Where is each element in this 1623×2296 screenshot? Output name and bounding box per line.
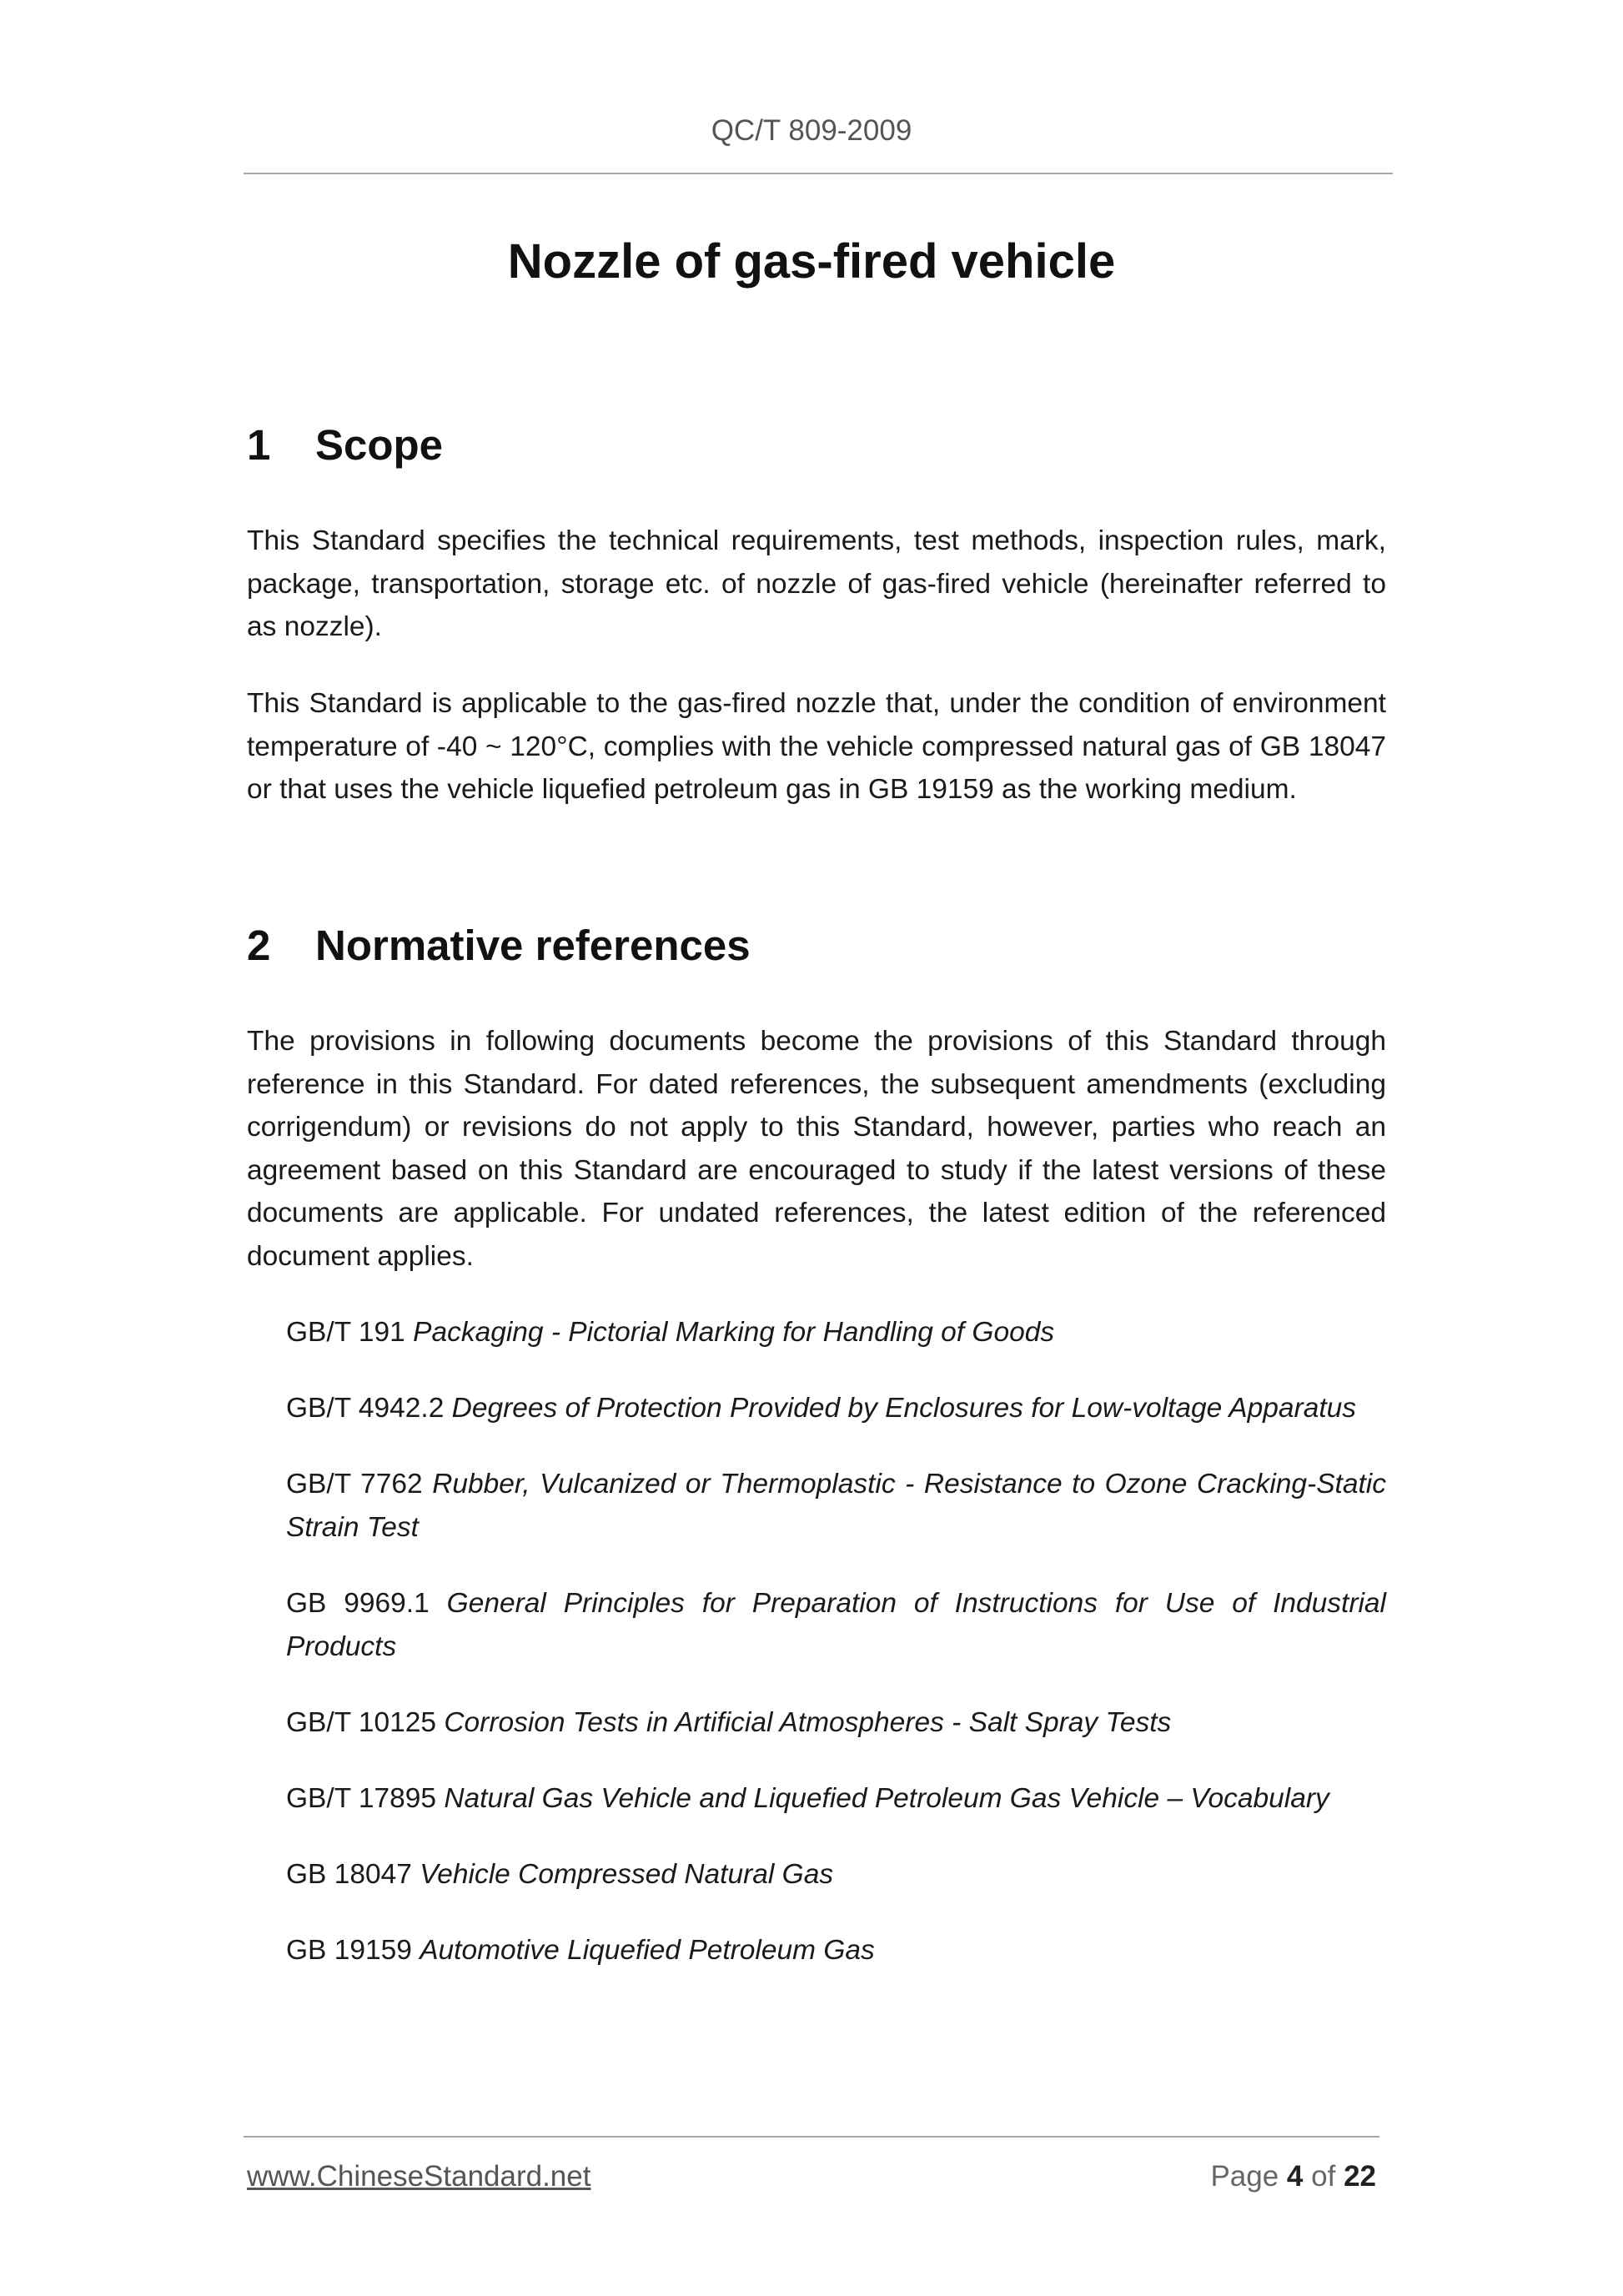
website-link[interactable]: www.ChineseStandard.net [247,2160,591,2193]
scope-paragraph-1: This Standard specifies the technical requirements, test methods, inspection rules, mark, package, transportation, storage etc. of nozzle of gas-fired vehicle (hereinafter referred to as nozzle). [247,525,1386,642]
section-2-title: Normative references [315,922,751,969]
section-1-heading [247,420,443,470]
page-current: 4 [1286,2160,1304,2193]
header-divider [244,173,1393,174]
reference-item [286,1929,1386,1972]
page-total: 22 [1344,2160,1376,2193]
page-indicator [1210,2160,1376,2193]
reference-code: GB/T 191 [286,1317,405,1348]
reference-title: Natural Gas Vehicle and Liquefied Petroleum Gas Vehicle – Vocabulary [444,1783,1329,1814]
section-1-number: 1 [247,421,271,469]
section-1-title: Scope [315,421,444,469]
reference-title: Packaging - Pictorial Marking for Handling of Goods [413,1317,1055,1348]
normative-references-paragraph: The provisions in following documents become the provisions of this Standard through reference in this Standard. For dated references, the subsequent amendments (excluding corrigendum) or revisions do not apply to this Standard, however, parties who reach an agreement based on this Standard are encouraged to study if the latest versions of these documents are applicable. For undated references, the latest edition of the referenced document applies. [247,1026,1386,1272]
reference-title: General Principles for Preparation of Instructions for Use of Industrial Products [286,1588,1387,1662]
reference-item [286,1582,1386,1668]
scope-paragraph-2: This Standard is applicable to the gas-fired nozzle that, under the condition of environment temperature of -40 ~ 120°C, complies with the vehicle compressed natural gas of GB 18047 or that uses the vehicle liquefied petroleum gas in GB 19159 as the working medium. [247,688,1386,805]
section-2-number: 2 [247,922,271,969]
header-standard-code: QC/T 809-2009 [711,114,912,147]
reference-title: Vehicle Compressed Natural Gas [420,1859,834,1890]
reference-code: GB 19159 [286,1935,412,1966]
page-word: Page [1210,2160,1279,2193]
reference-title: Rubber, Vulcanized or Thermoplastic - Resistance to Ozone Cracking-Static Strain Test [286,1469,1386,1543]
reference-code: GB/T 7762 [286,1469,423,1500]
reference-code: GB/T 4942.2 [286,1393,445,1424]
reference-title: Corrosion Tests in Artificial Atmospheres - Salt Spray Tests [444,1707,1172,1738]
reference-code: GB 18047 [286,1859,412,1890]
reference-code: GB/T 17895 [286,1783,437,1814]
reference-item [286,1311,1386,1354]
reference-code: GB/T 10125 [286,1707,437,1738]
page-of: of [1311,2160,1336,2193]
reference-code: GB 9969.1 [286,1588,430,1619]
reference-item [286,1777,1386,1821]
reference-item [286,1387,1386,1430]
reference-title: Automotive Liquefied Petroleum Gas [420,1935,875,1966]
document-title: Nozzle of gas-fired vehicle [507,234,1116,289]
reference-item [286,1853,1386,1897]
footer-divider [244,2136,1379,2138]
reference-title: Degrees of Protection Provided by Enclosures for Low-voltage Apparatus [451,1393,1357,1424]
reference-item [286,1463,1386,1549]
reference-item [286,1701,1386,1745]
section-2-heading [247,921,751,970]
